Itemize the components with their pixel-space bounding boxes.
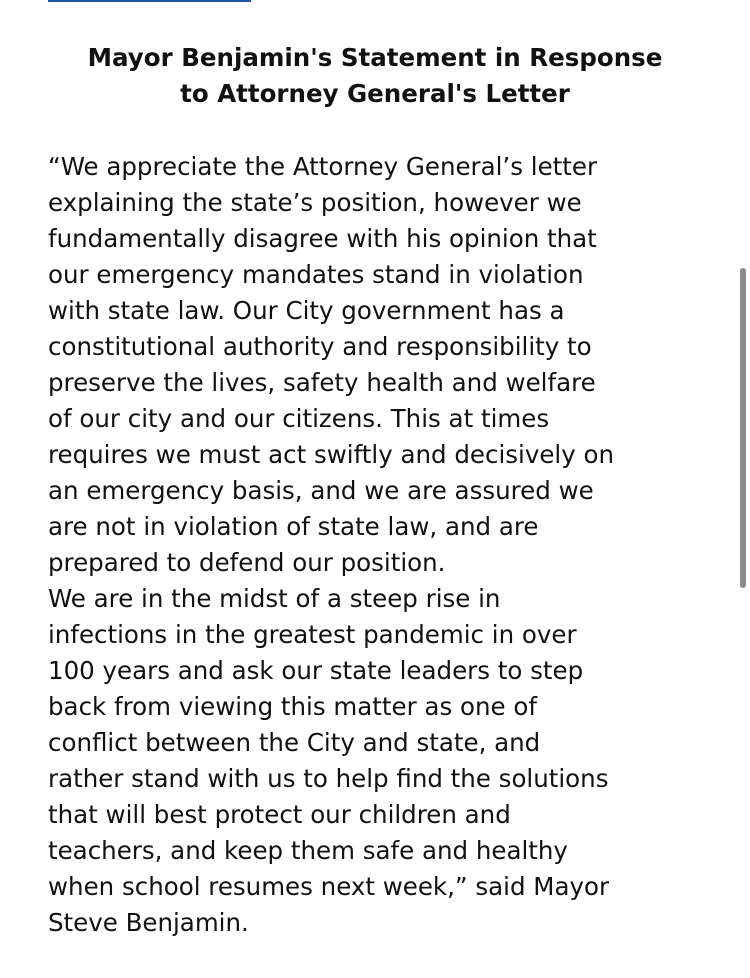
scrollbar-thumb[interactable]	[740, 268, 746, 588]
body-line: infections in the greatest pandemic in over	[48, 620, 577, 649]
top-accent-rule	[48, 0, 251, 2]
body-line: 100 years and ask our state leaders to step	[48, 656, 584, 685]
title-line: Mayor Benjamin's Statement in Response	[87, 43, 663, 72]
title-line: to Attorney General's Letter	[180, 79, 570, 108]
vertical-scrollbar[interactable]	[738, 0, 750, 978]
body-line: We are in the midst of a steep rise in	[48, 584, 501, 613]
body-line: that will best protect our children and	[48, 800, 511, 829]
body-line: Steve Benjamin.	[48, 908, 249, 937]
body-line: requires we must act swiftly and decisively on	[48, 440, 615, 469]
body-line: of our city and our citizens. This at times	[48, 404, 550, 433]
body-line: when school resumes next week,” said Mayor	[48, 872, 610, 901]
body-line: preserve the lives, safety health and welfare	[48, 368, 596, 397]
body-line: constitutional authority and responsibility to	[48, 332, 592, 361]
body-line: rather stand with us to help find the solutions	[48, 764, 609, 793]
body-line: an emergency basis, and we are assured we	[48, 476, 594, 505]
body-line: with state law. Our City government has a	[48, 296, 565, 325]
body-line: prepared to defend our position.	[48, 548, 446, 577]
body-line: “We appreciate the Attorney General’s letter	[48, 152, 598, 181]
body-line: are not in violation of state law, and are	[48, 512, 539, 541]
body-line: teachers, and keep them safe and healthy	[48, 836, 568, 865]
body-line: back from viewing this matter as one of	[48, 692, 537, 721]
body-line: fundamentally disagree with his opinion that	[48, 224, 597, 253]
body-line: conflict between the City and state, and	[48, 728, 541, 757]
statement-body	[48, 149, 728, 941]
statement-title	[20, 40, 730, 112]
body-line: explaining the state’s position, however we	[48, 188, 582, 217]
body-line: our emergency mandates stand in violation	[48, 260, 584, 289]
